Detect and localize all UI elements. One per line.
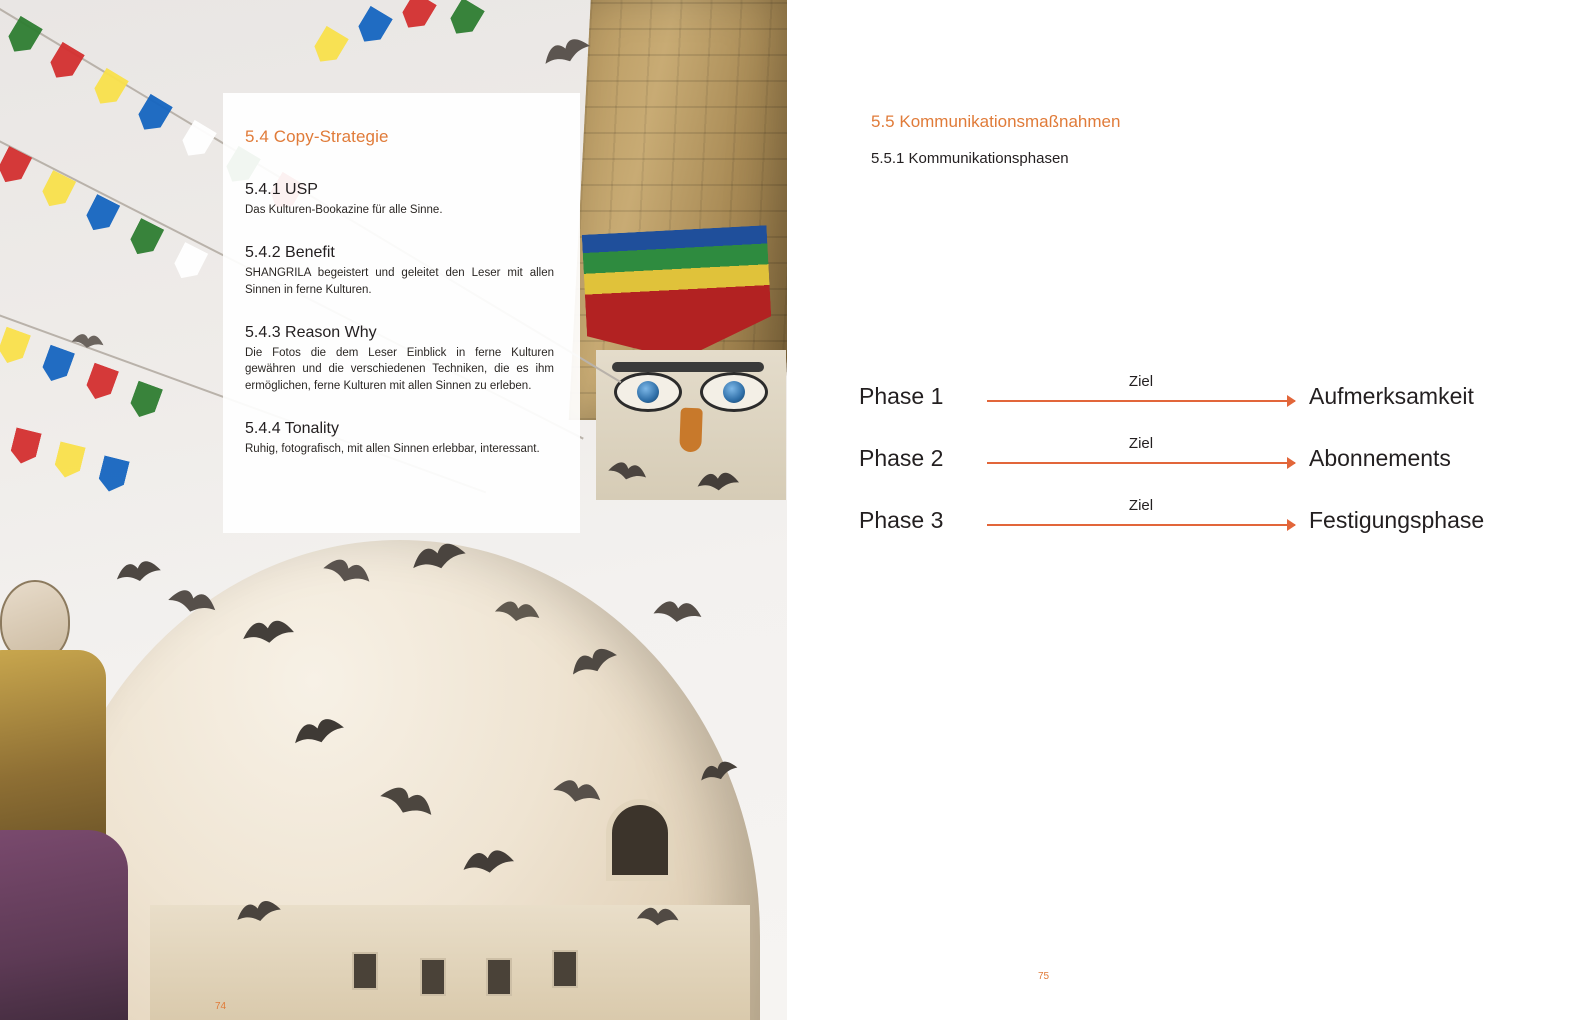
phase-goal-label: Ziel: [1123, 497, 1159, 514]
page-number-right: 75: [1038, 971, 1050, 982]
pigeon: [650, 592, 707, 627]
phase-label: Phase 1: [859, 382, 944, 409]
stupa-window: [552, 950, 578, 988]
section-heading-reason-why: 5.4.3 Reason Why: [245, 323, 377, 341]
section-heading-benefit: 5.4.2 Benefit: [245, 244, 335, 262]
section-body-benefit: SHANGRILA begeistert und geleitet den Leser mit allen Sinnen in ferne Kulturen.: [245, 267, 554, 296]
stupa-nose: [679, 408, 703, 453]
phase-row: [859, 427, 1539, 489]
pigeon: [634, 900, 682, 929]
section-heading-tonality: 5.4.4 Tonality: [245, 419, 339, 437]
section-body-usp: Das Kulturen-Bookazine für alle Sinne.: [245, 204, 443, 216]
section-body-reason-why: Die Fotos die dem Leser Einblick in ferne Kulturen gewähren und die verschiedenen Techniken, die es ihm ermöglichen, ferne Kulturen mit allen Sinnen zu erleben.: [245, 346, 554, 392]
stupa-window: [486, 958, 512, 996]
phase-arrow: [987, 373, 1295, 409]
arrow-line: [987, 400, 1295, 402]
section-body-tonality: Ruhig, fotografisch, mit allen Sinnen erlebbar, interessant.: [245, 442, 540, 455]
communication-phases-diagram: [859, 365, 1539, 551]
phase-arrow: [987, 497, 1295, 533]
arrow-line: [987, 524, 1295, 526]
stupa-window: [352, 952, 378, 990]
copy-strategy-card: [223, 93, 580, 533]
arrow-head-icon: [1287, 457, 1296, 469]
phase-row: [859, 365, 1539, 427]
section-title: 5.5 Kommunikationsmaßnahmen: [871, 112, 1121, 131]
phase-label: Phase 2: [859, 444, 944, 471]
arrow-head-icon: [1287, 395, 1296, 407]
phase-target: Abonnements: [1309, 444, 1451, 471]
phase-goal-label: Ziel: [1123, 373, 1159, 390]
card-title: 5.4 Copy-Strategie: [245, 127, 389, 146]
stupa-arch: [612, 805, 668, 875]
pigeon: [694, 465, 742, 494]
phase-goal-label: Ziel: [1123, 435, 1159, 452]
phase-row: [859, 489, 1539, 551]
statue-figure: [0, 580, 120, 1020]
page-number-left: 74: [215, 1001, 227, 1012]
left-page: [0, 0, 787, 1020]
stupa-eye-right: [700, 372, 768, 412]
subsection-title: 5.5.1 Kommunikationsphasen: [871, 150, 1069, 167]
arrow-line: [987, 462, 1295, 464]
right-page: [787, 0, 1587, 1020]
stupa-eye-left: [614, 372, 682, 412]
section-heading-usp: 5.4.1 USP: [245, 181, 318, 198]
stupa-window: [420, 958, 446, 996]
stupa-brow: [612, 362, 764, 372]
arrow-head-icon: [1287, 519, 1296, 531]
phase-target: Aufmerksamkeit: [1309, 382, 1474, 409]
phase-label: Phase 3: [859, 506, 944, 533]
phase-target: Festigungsphase: [1309, 506, 1485, 533]
pigeon: [238, 611, 299, 649]
phase-arrow: [987, 435, 1295, 471]
